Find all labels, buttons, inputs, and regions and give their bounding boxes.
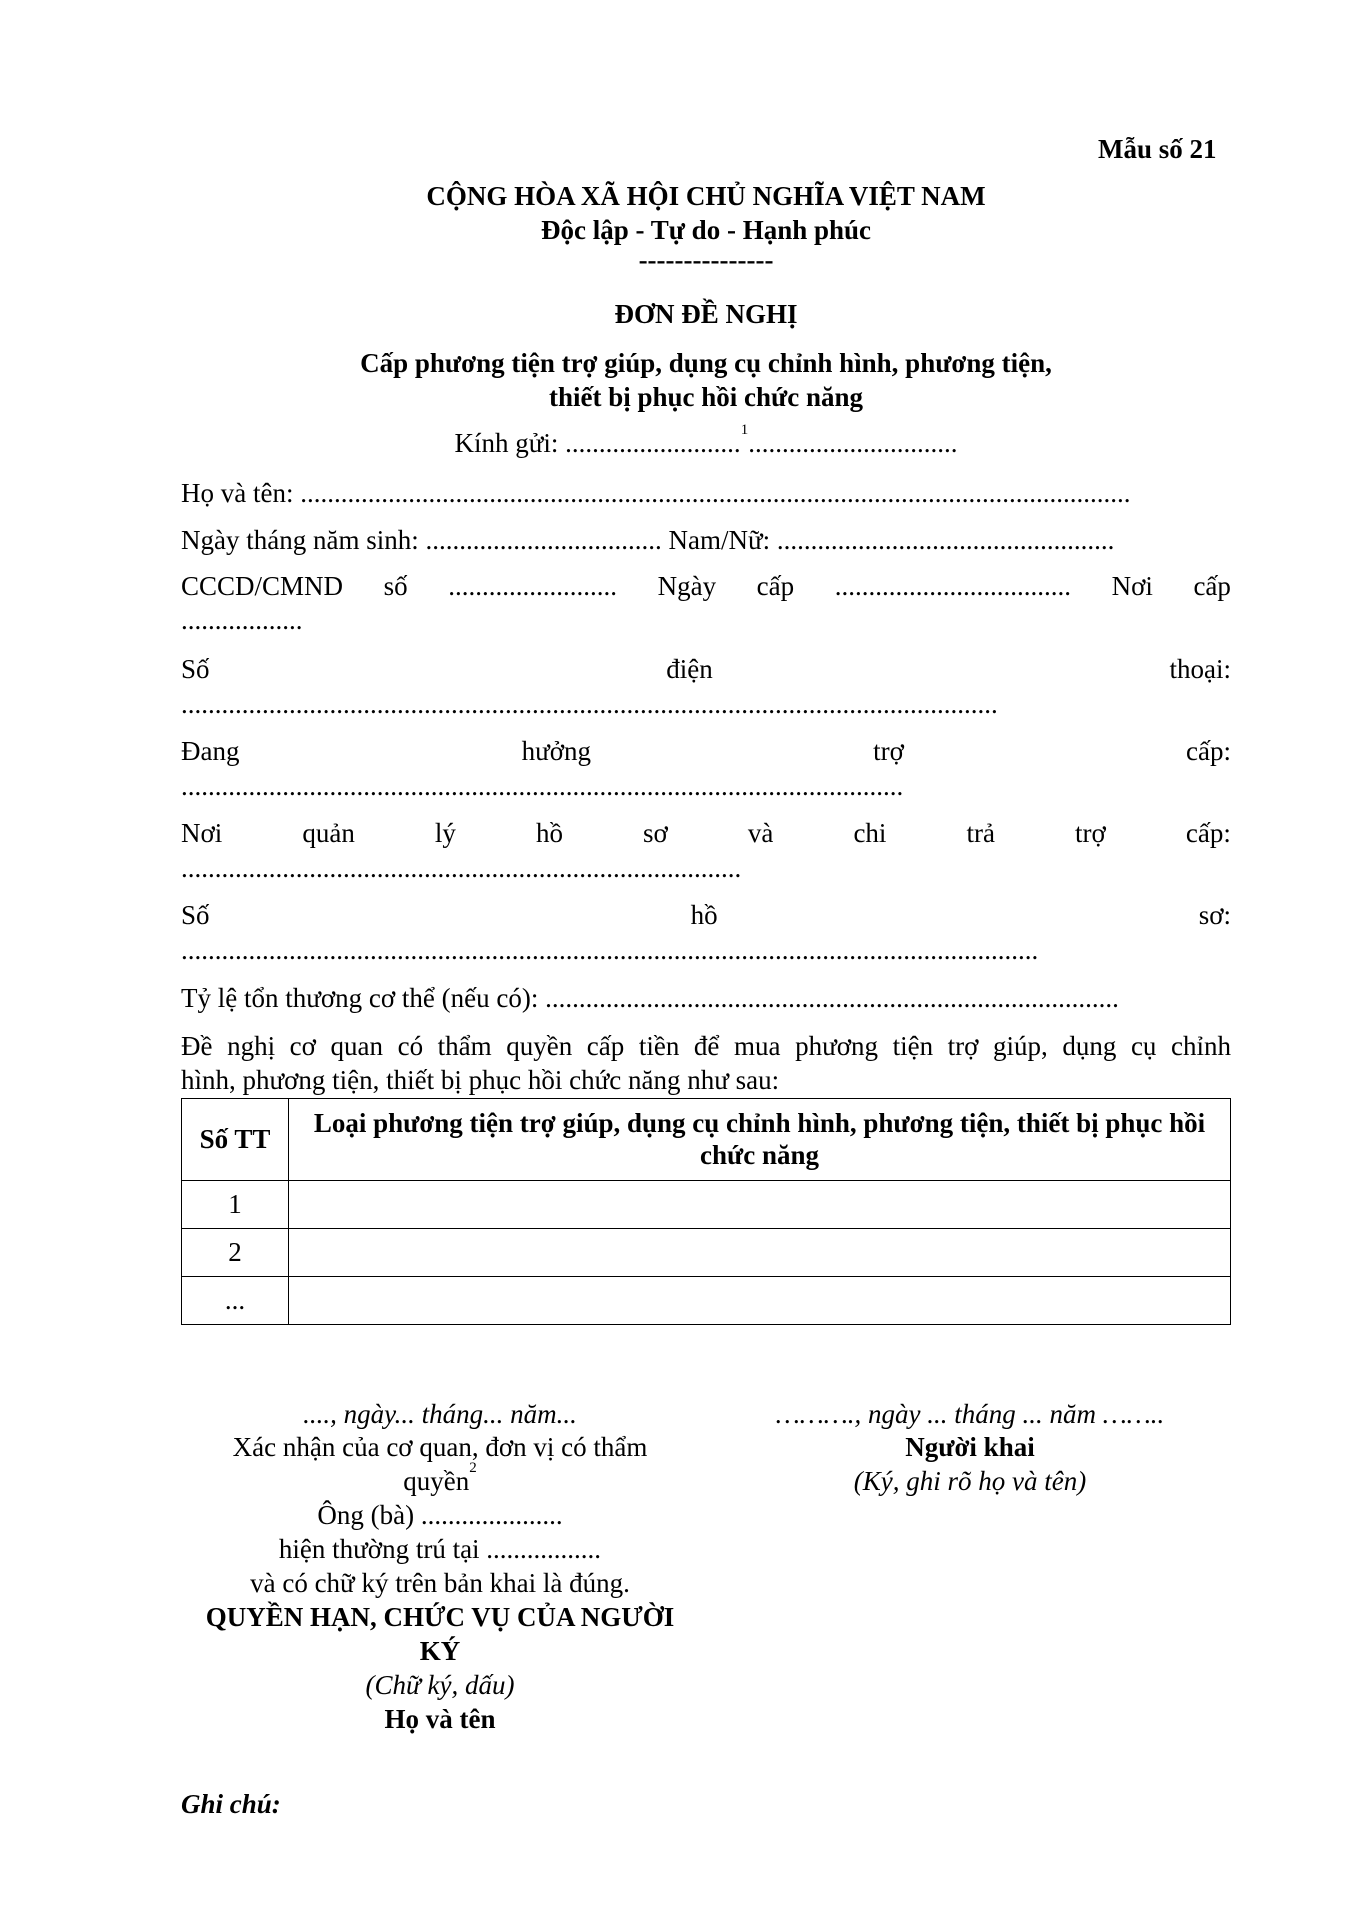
id-word: Nơi	[1111, 571, 1153, 601]
allowance-word: trợ	[873, 736, 904, 766]
field-phone-continuation: .........................................................................................................................	[181, 689, 998, 719]
signer-role-line-1: QUYỀN HẠN, CHỨC VỤ CỦA NGƯỜI	[205, 1602, 675, 1632]
field-id-row-continuation: ..................	[181, 605, 303, 635]
field-injury-rate: Tỷ lệ tổn thương cơ thể (nếu có): .....................................................................................	[181, 983, 1119, 1013]
manage-word: lý	[434, 818, 456, 848]
table-row	[182, 1277, 1231, 1325]
confirmation-line-1: Xác nhận của cơ quan, đơn vị có thẩm	[232, 1432, 648, 1462]
id-word: CCCD/CMND	[181, 571, 344, 601]
table-cell-number: 2	[182, 1229, 289, 1277]
table-row	[182, 1229, 1231, 1277]
id-word: Ngày	[657, 571, 717, 601]
declarant-date: ………., ngày ... tháng ... năm ……..	[775, 1399, 1165, 1429]
table-cell-equipment[interactable]	[289, 1181, 1231, 1229]
confirmation-line-4: hiện thường trú tại .................	[278, 1534, 602, 1564]
allowance-word: Đang	[181, 736, 240, 766]
id-word: cấp	[756, 571, 795, 601]
footnote-marker-1: 1	[740, 422, 749, 438]
field-file-continuation: ...............................................................................................................................	[181, 935, 1039, 965]
phone-word: Số	[181, 654, 210, 684]
allowance-word: hưởng	[521, 736, 592, 766]
field-full-name: Họ và tên: ...........................................................................................................................	[181, 478, 1131, 508]
manage-word: Nơi	[181, 818, 223, 848]
declarant-sign-note: (Ký, ghi rõ họ và tên)	[853, 1466, 1087, 1496]
header-divider: ---------------	[638, 245, 774, 275]
table-cell-equipment[interactable]	[289, 1277, 1231, 1325]
field-phone-row	[181, 653, 1231, 687]
field-allowance-continuation: ...........................................................................................................	[181, 771, 904, 801]
file-word: hồ	[690, 900, 718, 930]
confirmation-line-2	[140, 1460, 740, 1499]
footnote-marker-2: 2	[469, 1460, 477, 1476]
signer-name-label: Họ và tên	[384, 1704, 496, 1734]
manage-word: sơ	[643, 818, 668, 848]
request-line-2: hình, phương tiện, thiết bị phục hồi chức năng như sau:	[181, 1065, 780, 1095]
recipient-tail: ...............................	[748, 428, 958, 458]
field-file-row	[181, 899, 1231, 933]
form-number: Mẫu số 21	[1098, 134, 1217, 164]
table-cell-equipment[interactable]	[289, 1229, 1231, 1277]
confirmation-line-5: và có chữ ký trên bản khai là đúng.	[250, 1568, 630, 1598]
signer-role-line-2: KÝ	[419, 1636, 461, 1666]
allowance-word: cấp:	[1186, 736, 1231, 766]
field-allowance-row	[181, 735, 1231, 769]
table-row	[182, 1181, 1231, 1229]
manage-word: trả	[966, 818, 995, 848]
manage-word: trợ	[1075, 818, 1106, 848]
file-word: sơ:	[1198, 900, 1231, 930]
file-word: Số	[181, 900, 210, 930]
confirmation-authority: quyền	[403, 1466, 470, 1496]
request-line-1: Đề nghị cơ quan có thẩm quyền cấp tiền để mua phương tiện trợ giúp, dụng cụ chỉnh	[181, 1031, 1231, 1061]
table-cell-number: 1	[182, 1181, 289, 1229]
manage-word: chi	[853, 818, 887, 848]
field-manage-continuation: ...................................................................................	[181, 853, 742, 883]
manage-word: quản	[302, 818, 355, 848]
id-word: số	[383, 571, 408, 601]
recipient-label: Kính gửi: ..........................	[454, 428, 741, 458]
manage-word: cấp:	[1185, 818, 1231, 848]
id-number-blank: .........................	[448, 571, 617, 601]
phone-word: điện	[666, 654, 713, 684]
table-cell-number: ...	[182, 1277, 289, 1325]
document-subtitle-line1: Cấp phương tiện trợ giúp, dụng cụ chỉnh hình, phương tiện,	[360, 348, 1052, 378]
table-header-equipment-type: Loại phương tiện trợ giúp, dụng cụ chỉnh hình, phương tiện, thiết bị phục hồi chức năng	[289, 1099, 1231, 1181]
motto: Độc lập - Tự do - Hạnh phúc	[540, 215, 872, 245]
note-label: Ghi chú:	[181, 1789, 281, 1819]
manage-word: và	[747, 818, 774, 848]
confirmation-line-3: Ông (bà) .....................	[317, 1500, 563, 1530]
id-date-blank: ...................................	[834, 571, 1071, 601]
id-word: cấp	[1193, 571, 1231, 601]
country-name: CỘNG HÒA XÃ HỘI CHỦ NGHĨA VIỆT NAM	[426, 181, 986, 211]
equipment-table	[181, 1098, 1231, 1325]
document-title: ĐƠN ĐỀ NGHỊ	[614, 299, 798, 329]
table-header-number: Số TT	[182, 1099, 289, 1181]
phone-word: thoại:	[1169, 654, 1231, 684]
manage-word: hồ	[535, 818, 563, 848]
field-dob-gender: Ngày tháng năm sinh: ................................... Nam/Nữ: ..................................................	[181, 525, 1115, 555]
signer-sign-note: (Chữ ký, dấu)	[365, 1670, 515, 1700]
recipient-line	[181, 422, 1231, 461]
confirmation-date: ...., ngày... tháng... năm...	[303, 1399, 577, 1429]
declarant-title: Người khai	[905, 1432, 1035, 1462]
field-id-row	[181, 570, 1231, 604]
table-header-row	[182, 1099, 1231, 1181]
field-manage-row	[181, 817, 1231, 851]
document-subtitle-line2: thiết bị phục hồi chức năng	[548, 382, 864, 412]
